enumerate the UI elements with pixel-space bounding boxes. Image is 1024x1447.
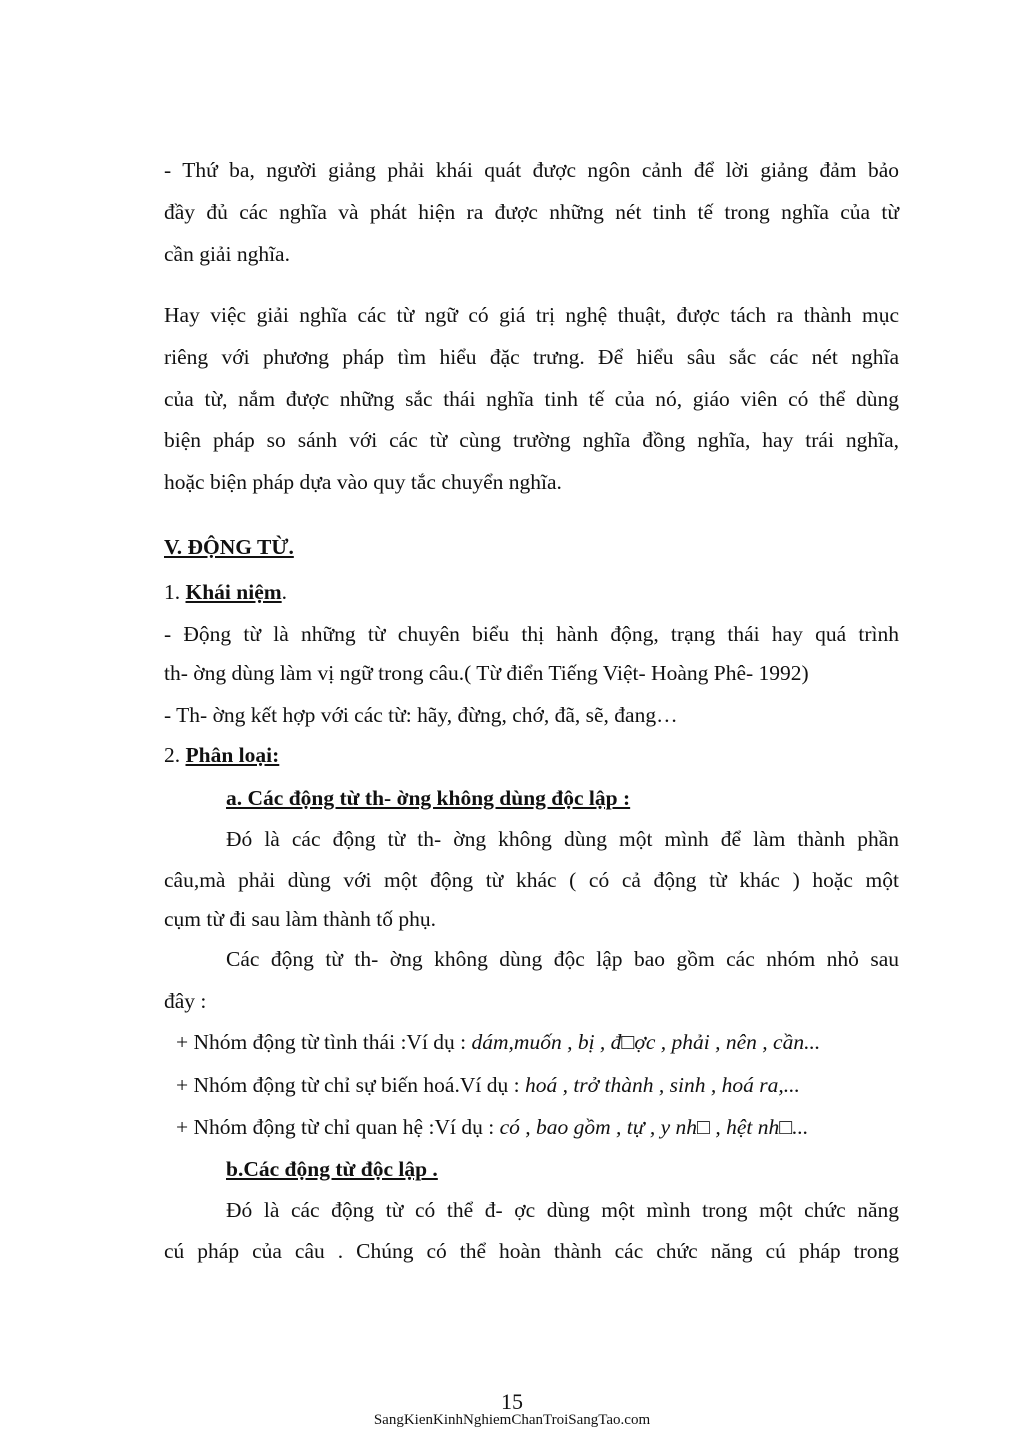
classification-number: 2. bbox=[164, 743, 186, 767]
verb-group-label: + Nhóm động từ chỉ quan hệ :Ví dụ : bbox=[176, 1115, 500, 1139]
verb-group-label: + Nhóm động từ chỉ sự biến hoá.Ví dụ : bbox=[176, 1073, 525, 1097]
concept-line: - Động từ là những từ chuyên biểu thị hành động, trạng thái hay quá trình bbox=[164, 622, 899, 646]
concept-line: th- ờng dùng làm vị ngữ trong câu.( Từ điển Tiếng Việt- Hoàng Phê- 1992) bbox=[164, 661, 809, 685]
verb-group-label: + Nhóm động từ tình thái :Ví dụ : bbox=[176, 1030, 472, 1054]
footer-website: SangKienKinhNghiemChanTroiSangTao.com bbox=[373, 1412, 651, 1428]
verb-group-item bbox=[176, 1028, 899, 1056]
paragraph-line: của từ, nắm được những sắc thái nghĩa tinh tế của nó, giáo viên có thể dùng bbox=[164, 387, 899, 411]
paragraph-line: hoặc biện pháp dựa vào quy tắc chuyển nghĩa. bbox=[164, 470, 562, 494]
concept-line: - Th- ờng kết hợp với các từ: hãy, đừng, chớ, đã, sẽ, đang… bbox=[164, 703, 678, 727]
subsection-b-title: b.Các động từ độc lập . bbox=[226, 1157, 438, 1181]
section-heading: V. ĐỘNG TỪ. bbox=[164, 535, 294, 559]
subsection-a-line: Các động từ th- ờng không dùng độc lập bao gồm các nhóm nhỏ sau bbox=[226, 947, 899, 971]
subsection-a-line: Đó là các động từ th- ờng không dùng một mình để làm thành phần bbox=[226, 827, 899, 851]
subsection-b-line: cú pháp của câu . Chúng có thể hoàn thành các chức năng cú pháp trong bbox=[164, 1239, 899, 1263]
subsection-b-line: Đó là các động từ có thể đ- ợc dùng một mình trong một chức năng bbox=[226, 1198, 899, 1222]
paragraph-line: - Thứ ba, người giảng phải khái quát được ngôn cảnh để lời giảng đảm bảo bbox=[164, 158, 899, 182]
verb-group-examples: có , bao gồm , tự , y nh□ , hệt nh□... bbox=[499, 1115, 809, 1139]
classification-title: Phân loại: bbox=[185, 743, 280, 767]
concept-heading bbox=[164, 578, 899, 606]
verb-group-examples: hoá , trở thành , sinh , hoá ra,... bbox=[524, 1073, 800, 1097]
subsection-a-title: a. Các động từ th- ờng không dùng độc lập : bbox=[226, 786, 631, 810]
paragraph-line: đầy đủ các nghĩa và phát hiện ra được những nét tinh tế trong nghĩa của từ bbox=[164, 200, 899, 224]
concept-suffix: . bbox=[281, 580, 288, 604]
verb-group-examples: dám,muốn , bị , đ□ợc , phải , nên , cần... bbox=[471, 1030, 821, 1054]
paragraph-line: cần giải nghĩa. bbox=[164, 242, 290, 266]
verb-group-item bbox=[176, 1071, 899, 1099]
classification-heading bbox=[164, 741, 899, 769]
paragraph-line: riêng với phương pháp tìm hiểu đặc trưng. Để hiểu sâu sắc các nét nghĩa bbox=[164, 345, 899, 369]
subsection-a-line: cụm từ đi sau làm thành tố phụ. bbox=[164, 907, 437, 931]
paragraph-line: biện pháp so sánh với các từ cùng trường nghĩa đồng nghĩa, hay trái nghĩa, bbox=[164, 428, 899, 452]
concept-number: 1. bbox=[164, 580, 186, 604]
paragraph-line: Hay việc giải nghĩa các từ ngữ có giá trị nghệ thuật, được tách ra thành mục bbox=[164, 303, 899, 327]
subsection-a-line: đây : bbox=[164, 989, 207, 1013]
subsection-a-line: câu,mà phải dùng với một động từ khác ( có cả động từ khác ) hoặc một bbox=[164, 868, 899, 892]
concept-title: Khái niệm bbox=[185, 580, 282, 604]
page-number: 15 bbox=[501, 1389, 523, 1414]
verb-group-item bbox=[176, 1113, 899, 1141]
